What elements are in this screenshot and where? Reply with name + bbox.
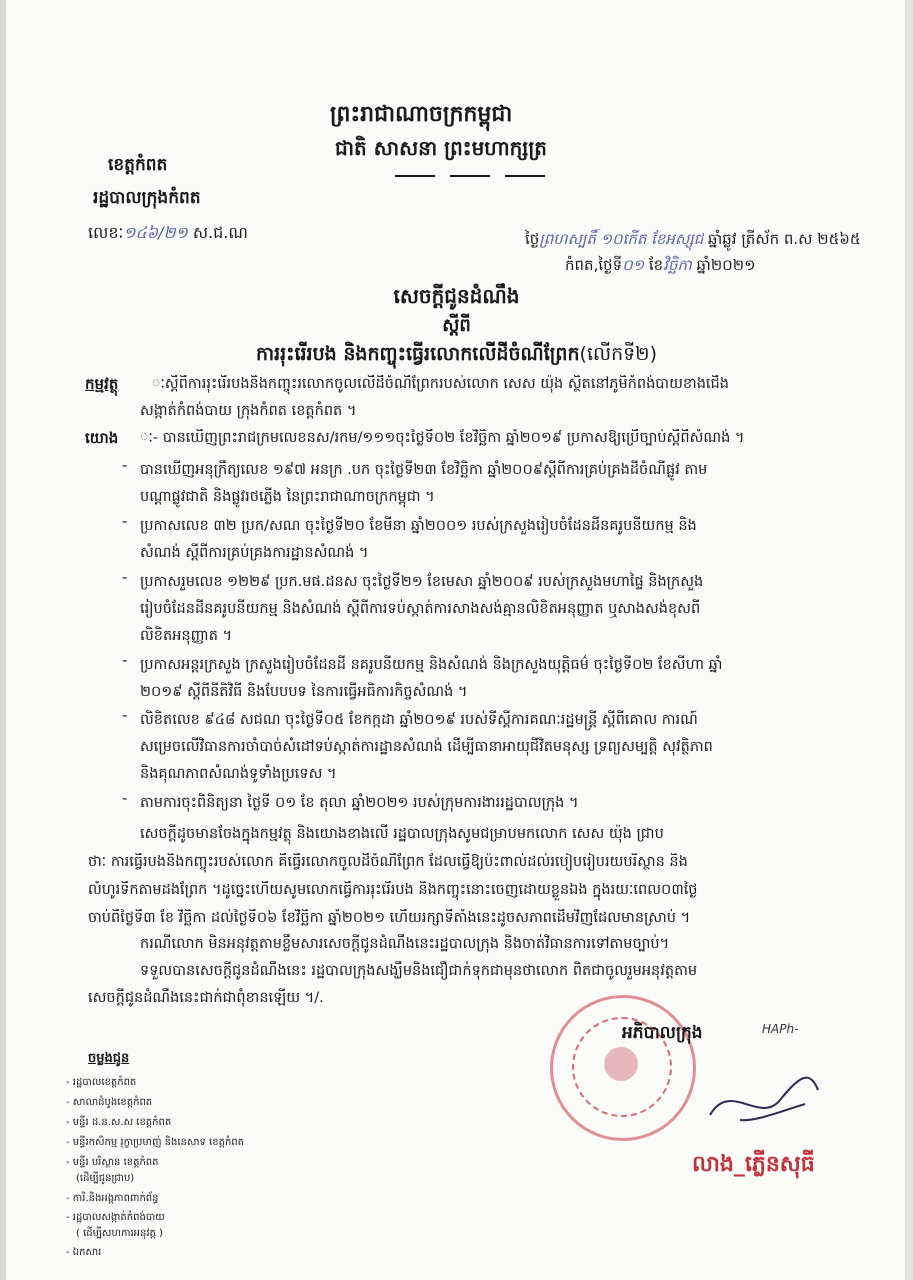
distribution-item: - រដ្ឋបាលសង្កាត់កំពង់បាយ (66, 1212, 165, 1223)
national-motto: ជាតិ សាសនា ព្រះមហាក្សត្រ (335, 136, 547, 160)
notice-subject-round: (លើកទី២) (579, 343, 657, 365)
reference-number (88, 222, 248, 246)
page-edge-left (0, 0, 6, 1280)
distribution-item: - សាលាដំបូងខេត្តកំពត (66, 1097, 153, 1108)
reference-bullet: - (122, 706, 128, 724)
reference-bullet: - (122, 789, 128, 807)
reference-item-1: ៈ- បានឃើញព្រះរាជក្រមលេខនស/រកម/១១១ចុះថ្ងៃទី០២ ខែវិច្ឆិកា ឆ្នាំ២០១៩ ប្រកាសឱ្យប្រើច្បាប់ស្ដីពីសំណង់ ។ (140, 430, 745, 446)
reference-item-2-line-1: បានឃើញអនុក្រឹត្យលេខ ១៩៧ អនក្រ .បក ចុះថ្ងៃទី២៣ ខែវិច្ឆិកា ឆ្នាំ២០០៩ស្ដីពីការគ្រប់គ្រងដីចំណីផ្លូវ តាម (140, 462, 708, 478)
reference-item-6-line-3: និងគុណភាពសំណង់ទូទាំងប្រទេស ។ (140, 766, 337, 782)
distribution-item-note: ( ដើម្បីសហការអនុវត្ត ) (76, 1228, 163, 1239)
references-label: យោង (85, 429, 119, 447)
reference-handwritten: ១៤៦/២១ (123, 223, 188, 242)
body-paragraph-1-line-1: សេចក្ដីដូចមានចែងក្នុងកម្មវត្ថុ និងយោងខាងលើ រដ្ឋបាលក្រុងសូមជម្រាបមកលោក សេស យ៉ុង ជ្រាប (140, 826, 664, 842)
object-line-2: សង្កាត់កំពង់បាយ ក្រុងកំពត ខេត្តកំពត ។ (140, 403, 357, 419)
lunar-date (525, 230, 860, 252)
kingdom-title: ព្រះរាជាណាចក្រកម្ពុជា (330, 102, 513, 127)
body-paragraph-3-line-1: ទទួលបានសេចក្ដីជូនដំណឹងនេះ រដ្ឋបាលក្រុងសង្ឃឹមនិងជឿជាក់ទុកជាមុនថាលោក ពិតជាចូលរួមអនុវត្តតាម (140, 963, 698, 979)
reference-item-2-line-2: បណ្ដាផ្លូវជាតិ និងផ្លូវរថភ្លើង នៃព្រះរាជាណាចក្រកម្ពុជា ។ (140, 489, 435, 505)
lunar-date-suffix: ឆ្នាំឆ្លូវ ត្រីស័ក ព.ស ២៥៦៥ (703, 230, 861, 248)
lunar-date-handwritten: ព្រហស្បតិ៍ ១០កើត ខែអស្សុជ (539, 230, 704, 248)
solar-date-prefix: កំពត,ថ្ងៃទី (565, 256, 623, 274)
reference-item-4-line-3: លិខិតអនុញ្ញាត ។ (140, 628, 233, 644)
notice-subject (0, 342, 913, 370)
governor-name: លាង_ភ្លើនសុធី (692, 1152, 815, 1177)
reference-bullet: - (122, 456, 128, 474)
distribution-item: - ការិ.និងអង្គភាពពាក់ព័ន្ធ (66, 1193, 159, 1204)
notice-subject-text: ការរុះរើរបង និងកញ្ចុះធ្វើរលោកលើដីចំណីព្រែក (256, 343, 580, 365)
notice-regarding: ស្ដីពី (442, 315, 471, 336)
solar-date (565, 256, 756, 278)
reference-item-4-line-2: រៀបចំដែនដីនគរូបនីយកម្ម និងសំណង់ ស្ដីពីការទប់ស្កាត់ការសាងសង់គ្មានលិខិតអនុញ្ញាត ឬសាងសង់ខុសពី (140, 601, 701, 617)
reference-item-5-line-2: ២០១៩ ស្ដីពីនីតិវិធី និងបែបបទ នៃការធ្វើអធិការកិច្ចសំណង់ ។ (140, 684, 468, 700)
lunar-date-prefix: ថ្ងៃ (525, 230, 540, 248)
signature-mark (700, 1060, 830, 1140)
reference-bullet: - (122, 651, 128, 669)
governor-title: អភិបាលក្រុង (622, 1023, 703, 1043)
official-seal-emblem (604, 1047, 638, 1081)
distribution-item-note: (ដើម្បីជូនជ្រាប) (76, 1173, 135, 1184)
body-paragraph-1-line-4: ចាប់ពីថ្ងៃទី៣ ខែ វិច្ឆិកា ដល់ថ្ងៃទី០៦ ខែវិច្ឆិកា ឆ្នាំ២០២១ ហើយរក្សាទីតាំងនេះដូចសភាពដើមវិញដែលមានស្រាប់ ។ (88, 910, 691, 926)
body-paragraph-3-line-2: សេចក្ដីជូនដំណឹងនេះជាក់ជាពុំខានឡើយ ។/. (88, 990, 324, 1006)
body-paragraph-1-line-3: លំហូរទឹកតាមដងព្រែក ។ដូច្នេះហើយសូមលោកធ្វើការរុះរើរបង និងកញ្ចុះនោះចេញដោយខ្លួនឯង ក្នុងរយៈពេល០៣ថ្ងៃ (88, 882, 698, 898)
distribution-title: ចម្លងជូន (88, 1051, 130, 1066)
header-divider (395, 175, 435, 177)
distribution-item: - មន្ទីរកសិកម្ម រុក្ខាប្រមាញ់ និងនេសាទ ខេត្តកំពត (66, 1137, 244, 1148)
object-line-1: ៈស្ដីពីការរុះរើរបងនិងកញ្ចុះរលោកចូលលើដីចំណីព្រែករបស់លោក សេស យ៉ុង ស្ថិតនៅភូមិកំពង់បាយខាងជើង (152, 376, 729, 392)
body-paragraph-2: ករណីលោក មិនអនុវត្តតាមខ្លឹមសារសេចក្ដីជូនដំណឹងនេះរដ្ឋបាលក្រុង និងចាត់វិធានការទៅតាមច្បាប់។ (140, 936, 670, 952)
reference-item-3-line-1: ប្រកាសលេខ ៣២ ប្រក/សណ ចុះថ្ងៃទី២០ ខែមីនា ឆ្នាំ២០០១ របស់ក្រសួងរៀបចំដែនដីនគរូបនីយកម្ម និង (140, 518, 697, 534)
header-divider (450, 175, 490, 177)
body-paragraph-1-line-2: ថាៈ ការធ្វើរបងនិងកញ្ចុះរបស់លោក គឺធ្វើរលោកចូលដីចំណីព្រែក ដែលធ្វើឱ្យប៉ះពាល់ដល់របៀបរៀបរយបរិស្ថាន និង (88, 854, 688, 870)
reference-code: ស.ជ.ណ (187, 223, 248, 242)
city-administration: រដ្ឋបាលក្រុងកំពត (93, 188, 201, 208)
page-edge-right (905, 0, 913, 1280)
solar-month-label: ខែ (644, 256, 664, 274)
reference-bullet: - (122, 568, 128, 586)
distribution-item: - មន្ទីរ បរិស្ថាន ខេត្តកំពត (66, 1157, 159, 1168)
distribution-item: - មន្ទីរ ដ.ន.ស.ស ខេត្តកំពត (66, 1117, 172, 1128)
reference-bullet: - (122, 512, 128, 530)
distribution-item: - រដ្ឋបាលខេត្តកំពត (66, 1077, 137, 1088)
reference-item-4-line-1: ប្រកាសរួមលេខ ១២២៩ ប្រក.មផ.ដនស ចុះថ្ងៃទី២១ ខែមេសា ឆ្នាំ២០០៩ របស់ក្រសួងមហាផ្ទៃ និងក្រសួង (140, 574, 704, 590)
reference-item-3-line-2: សំណង់ ស្ដីពីការគ្រប់គ្រងការដ្ឋានសំណង់ ។ (140, 545, 369, 561)
reference-item-7: តាមការចុះពិនិត្យនា ថ្ងៃទី ០១ ខែ តុលា ឆ្នាំ២០២១ របស់ក្រុមការងាររដ្ឋបាលក្រុង ។ (140, 795, 579, 811)
header-divider (505, 175, 545, 177)
reference-item-6-line-1: លិខិតលេខ ៩៤៨ សជណ ចុះថ្ងៃទី០៥ ខែកក្កដា ឆ្នាំ២០១៩ របស់ទីស្ដីការគណៈរដ្ឋមន្ត្រី ស្ដីពីគោល ការណ៍ (140, 712, 698, 728)
solar-month-handwritten: វិច្ឆិកា (663, 256, 692, 274)
distribution-item: - ឯកសារ (66, 1247, 102, 1258)
object-label: កម្មវត្ថុ (85, 375, 119, 393)
solar-day-handwritten: ០១ (622, 256, 645, 274)
reference-item-6-line-2: សម្រេចលើវិធានការចាំបាច់សំដៅទប់ស្កាត់ការដ្ឋានសំណង់ ដើម្បីធានាអាយុជីវិតមនុស្ស ទ្រព្យសម្បត្តិ សុវត្ថិភាព (140, 739, 713, 755)
province-name: ខេត្តកំពត (108, 155, 168, 175)
notice-title: សេចក្ដីជូនដំណឹង (393, 284, 520, 308)
solar-year: ឆ្នាំ២០២១ (691, 256, 756, 274)
reference-item-5-line-1: ប្រកាសអន្តរក្រសួង ក្រសួងរៀបចំដែនដី នគរូបនីយកម្ម និងសំណង់ និងក្រសួងយុត្តិធម៌ ចុះថ្ងៃទី០២ ខែសីហា ឆ្នាំ (140, 657, 723, 673)
initials-handwritten: HAPh- (762, 1022, 799, 1036)
reference-label: លេខៈ (88, 223, 124, 242)
